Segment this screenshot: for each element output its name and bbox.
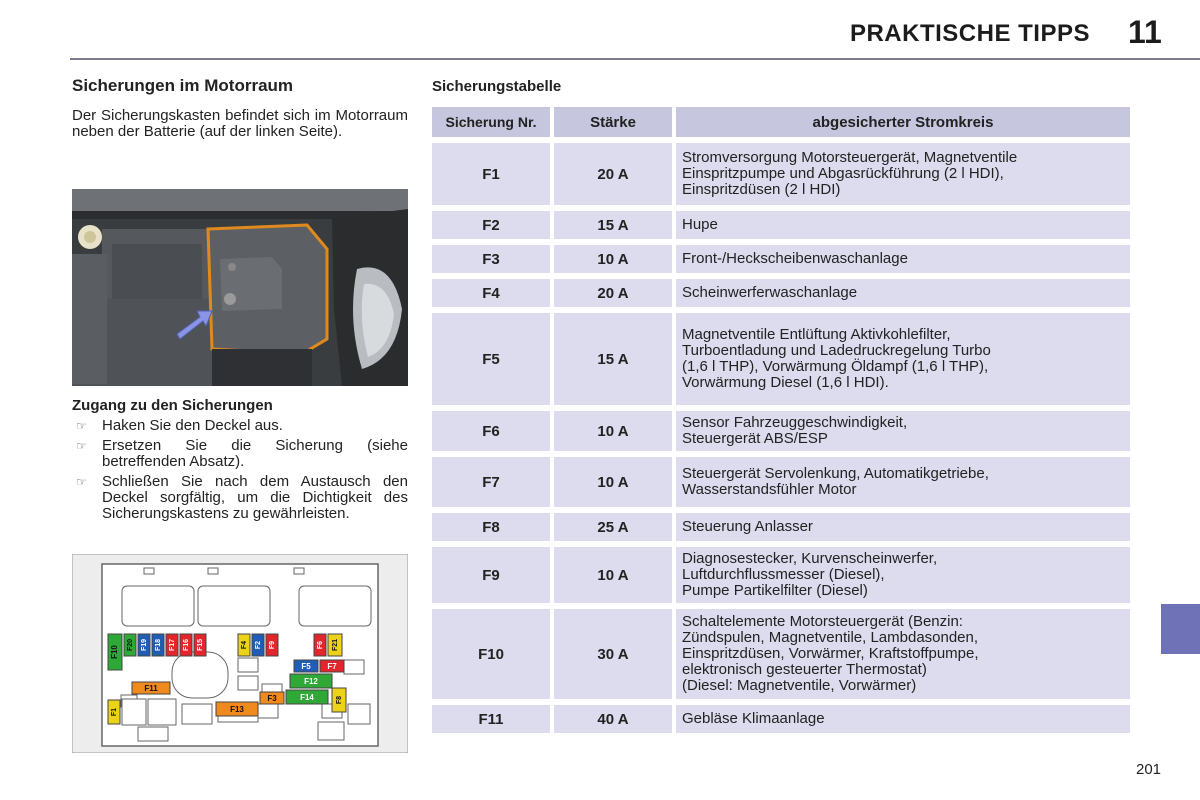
- fuse-label: F10: [110, 645, 120, 659]
- fuse-label: F15: [196, 638, 204, 652]
- fuse-amperage: 20 A: [554, 143, 672, 205]
- fuse-label: F9: [268, 640, 276, 650]
- chapter-number: 11: [1128, 14, 1162, 50]
- table-header-row: [432, 107, 1130, 137]
- engine-bay-photo: [72, 189, 408, 386]
- fuse-table: [432, 107, 1130, 733]
- fuse-circuit: Scheinwerferwaschanlage: [676, 279, 1130, 307]
- fuse-label: F6: [316, 640, 324, 650]
- table-row: [432, 513, 1130, 541]
- fuse-number: F9: [432, 547, 550, 603]
- fuse-label: F14: [300, 693, 314, 703]
- fuse-circuit: Steuergerät Servolenkung, Automatikgetriebe, Wasserstandsfühler Motor: [676, 457, 1130, 507]
- table-row: [432, 143, 1130, 205]
- table-row: [432, 211, 1130, 239]
- fuse-label: F17: [168, 638, 176, 652]
- fuse-label: F4: [240, 640, 248, 650]
- fuse-amperage: 20 A: [554, 279, 672, 307]
- fuse-circuit: Gebläse Klimaanlage: [676, 705, 1130, 733]
- fuse-circuit: Steuerung Anlasser: [676, 513, 1130, 541]
- chapter-title: PRAKTISCHE TIPPS: [849, 20, 1090, 47]
- fuse-label: F18: [154, 638, 162, 652]
- access-title: Zugang zu den Sicherungen: [72, 397, 273, 414]
- table-row: [432, 313, 1130, 405]
- fuse-label: F5: [301, 662, 311, 672]
- fuse-circuit: Hupe: [676, 211, 1130, 239]
- table-row: [432, 411, 1130, 451]
- pointing-hand-icon: ☞: [76, 439, 87, 453]
- table-title: Sicherungstabelle: [432, 78, 562, 95]
- list-item: [72, 418, 408, 434]
- fuse-amperage: 10 A: [554, 411, 672, 451]
- fuse-label: F2: [254, 640, 262, 650]
- fuse-label: F3: [267, 694, 277, 704]
- table-row: [432, 457, 1130, 507]
- fuse-label: F20: [126, 638, 134, 652]
- fuse-amperage: 15 A: [554, 313, 672, 405]
- fuse-number: F1: [432, 143, 550, 205]
- fuse-label: F21: [331, 638, 339, 652]
- column-header-amperage: Stärke: [554, 107, 672, 137]
- fuse-amperage: 15 A: [554, 211, 672, 239]
- column-header-number: Sicherung Nr.: [432, 107, 550, 137]
- intro-paragraph: Der Sicherungskasten befindet sich im Motorraum neben der Batterie (auf der linken Seite).: [72, 107, 408, 140]
- chapter-tab-marker: [1161, 604, 1200, 654]
- fuse-label: F16: [182, 638, 190, 652]
- fuse-circuit: Schaltelemente Motorsteuergerät (Benzin: Zündspulen, Magnetventile, Lambdasonden, Einspritzdüsen, Vorwärmer, Kraftstoffpumpe, elektronisch gesteuerter Thermostat) (Diesel: Magnetventile, Vorwärmer): [676, 609, 1130, 699]
- fuse-circuit: Stromversorgung Motorsteuergerät, Magnetventile Einspritzpumpe und Abgasrückführung (2 l HDI), Einspritzdüsen (2 l HDI): [676, 143, 1130, 205]
- pointing-hand-icon: ☞: [76, 419, 87, 433]
- section-title: Sicherungen im Motorraum: [72, 76, 294, 95]
- table-row: [432, 279, 1130, 307]
- fuse-number: F11: [432, 705, 550, 733]
- fuse-amperage: 10 A: [554, 547, 672, 603]
- list-item: [72, 438, 408, 470]
- fuse-number: F7: [432, 457, 550, 507]
- fuse-box-diagram: [72, 554, 408, 753]
- fuse-label: F11: [144, 684, 158, 694]
- fuse-circuit: Diagnosestecker, Kurvenscheinwerfer, Luftdurchflussmesser (Diesel), Pumpe Partikelfilter (Diesel): [676, 547, 1130, 603]
- column-header-circuit: abgesicherter Stromkreis: [676, 107, 1130, 137]
- fuse-number: F10: [432, 609, 550, 699]
- fuse-amperage: 40 A: [554, 705, 672, 733]
- pointing-hand-icon: ☞: [76, 475, 87, 489]
- fuse-label: F1: [110, 707, 118, 717]
- step-text: Schließen Sie nach dem Austausch den Deckel sorgfältig, um die Dichtigkeit des Sicherungskastens zu gewährleisten.: [102, 473, 408, 522]
- fuse-circuit: Magnetventile Entlüftung Aktivkohlefilter, Turboentladung und Ladedruckregelung Turbo (1,6 l THP), Vorwärmung Öldampf (1,6 l THP), Vorwärmung Diesel (1,6 l HDI).: [676, 313, 1130, 405]
- fuse-amperage: 30 A: [554, 609, 672, 699]
- page-number: 201: [1136, 761, 1162, 778]
- fuse-number: F5: [432, 313, 550, 405]
- fuse-label: F7: [327, 662, 337, 672]
- fuse-amperage: 10 A: [554, 457, 672, 507]
- table-row: [432, 609, 1130, 699]
- fuse-label: F19: [140, 638, 148, 652]
- fuse-number: F8: [432, 513, 550, 541]
- fuse-number: F2: [432, 211, 550, 239]
- step-text: Ersetzen Sie die Sicherung (siehe betreffenden Absatz).: [102, 437, 408, 470]
- fuse-circuit: Sensor Fahrzeuggeschwindigkeit, Steuergerät ABS/ESP: [676, 411, 1130, 451]
- fuse-label: F13: [230, 705, 244, 715]
- fuse-number: F4: [432, 279, 550, 307]
- fuse-label: F8: [335, 695, 343, 705]
- table-row: [432, 705, 1130, 733]
- fuse-amperage: 25 A: [554, 513, 672, 541]
- fuse-circuit: Front-/Heckscheibenwaschanlage: [676, 245, 1130, 273]
- fuse-label: F12: [304, 677, 318, 687]
- list-item: [72, 474, 408, 522]
- fuse-number: F6: [432, 411, 550, 451]
- table-row: [432, 245, 1130, 273]
- table-row: [432, 547, 1130, 603]
- step-text: Haken Sie den Deckel aus.: [102, 417, 283, 434]
- header-divider: [70, 58, 1200, 60]
- access-steps: [72, 418, 408, 526]
- fuse-amperage: 10 A: [554, 245, 672, 273]
- fuse-number: F3: [432, 245, 550, 273]
